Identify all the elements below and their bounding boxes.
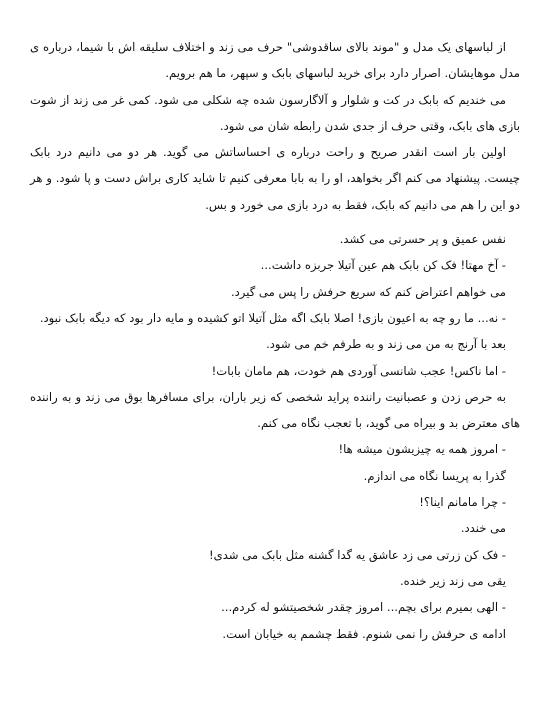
paragraph: از لباسهای یک مدل و "موند بالای ساقدوشی" حرف می زند و اختلاف سلیقه اش با شیما، درباره ی مدل موهایشان. اصرار دارد برای خرید لباسهای بابک و سپهر، ما هم برویم. xyxy=(30,40,520,81)
dialogue-line: - نه... ما رو چه به اعیون بازی! اصلا بابک اگه مثل آتیلا اتو کشیده و مایه دار بود که دیگه بابک نبود. xyxy=(39,310,506,325)
paragraph: بعد با آرنج به من می زند و به طرفم خم می شود. xyxy=(266,337,506,352)
paragraph: به حرص زدن و عصبانیت راننده پراید شخصی که زیر باران، برای مسافرها بوق می زند و به راننده های معترض بد و بیراه می گوید، با تعجب نگاه می کنم. xyxy=(30,389,520,431)
novel-page xyxy=(30,34,520,647)
paragraph: می خندیم که بابک در کت و شلوار و آلاگارسون شده چه شکلی می شود. کمی غر می زند از شوت بازی های بابک، وقتی حرف از جدی شدن رابطه شان می شود. xyxy=(30,92,520,133)
paragraph: می خواهم اعتراض کنم که سریع حرفش را پس می گیرد. xyxy=(230,284,506,299)
paragraph: ادامه ی حرفش را نمی شنوم. فقط چشمم به خیابان است. xyxy=(222,626,506,641)
dialogue-line: - اما ناکس! عجب شانسی آوردی هم خودت، هم مامان بابات! xyxy=(211,363,506,378)
paragraph: گذرا به پریسا نگاه می اندازم. xyxy=(363,468,506,483)
dialogue-line: - چرا مامانم اینا؟! xyxy=(419,495,506,510)
paragraph: اولین بار است انقدر صریح و راحت درباره ی احساساتش می گوید. هر دو می دانیم درد بابک چیست. پیشنهاد می کنم اگر بخواهد، او را به بابا معرفی کنیم تا شاید کاری براش دست و پا شود. و هر دو این را هم می دانیم که بابک، فقط به درد بازی می خورد و بس. xyxy=(30,145,520,212)
dialogue-line: - امروز همه یه چیزیشون میشه ها! xyxy=(338,442,506,457)
paragraph: می خندد. xyxy=(460,521,506,536)
dialogue-line: - فک کن زرتی می زد عاشق یه گدا گشنه مثل بابک می شدی! xyxy=(208,547,506,562)
dialogue-line: - الهی بمیرم برای بچم... امروز چقدر شخصیتشو له کردم... xyxy=(221,600,506,615)
paragraph: نفس عمیق و پر حسرتی می کشد. xyxy=(339,232,506,247)
dialogue-line: - آخ مهتا! فک کن بابک هم عین آتیلا جربزه داشت... xyxy=(260,258,506,273)
paragraph: یقی می زند زیر خنده. xyxy=(399,573,506,588)
